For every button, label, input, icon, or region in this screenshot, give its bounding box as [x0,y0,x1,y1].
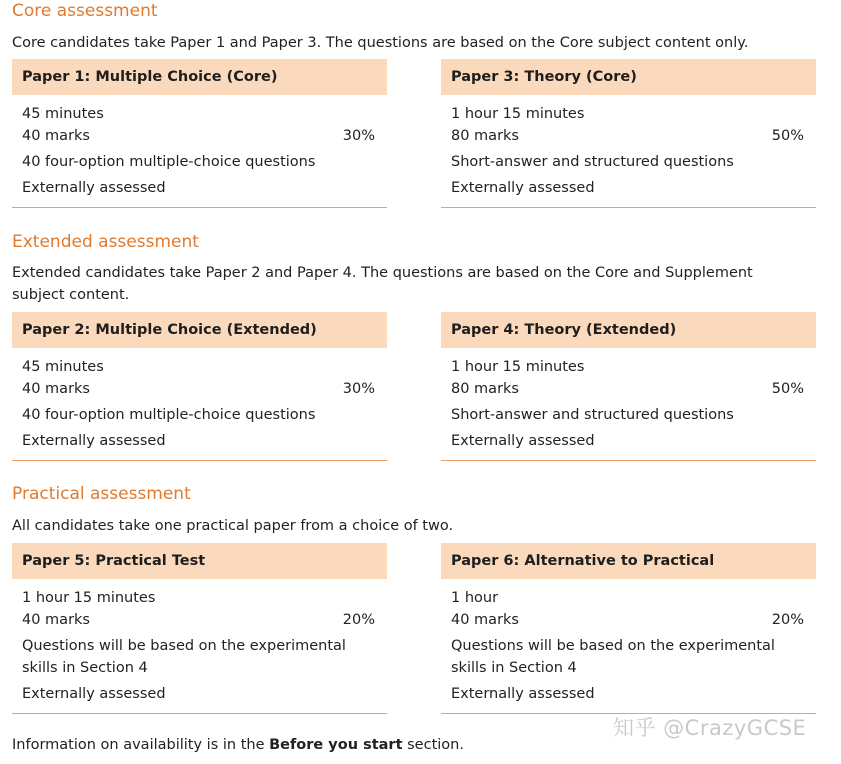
paper-marks: 40 marks [22,612,90,628]
paper-duration: 1 hour 15 minutes [451,359,585,375]
paper-marks: 80 marks [451,128,519,144]
paper-details [12,95,387,207]
paper-card-3 [441,59,816,208]
paper-title: Paper 1: Multiple Choice (Core) [12,59,387,95]
paper-details [12,579,387,713]
section-intro-core: Core candidates take Paper 1 and Paper 3. The questions are based on the Core subject content only. [12,35,749,51]
paper-card-5 [12,543,387,714]
paper-duration: 45 minutes [22,359,104,375]
before-you-start-reference: Before you start [269,737,403,753]
paper-card-4 [441,312,816,461]
paper-format: Short-answer and structured questions [451,154,734,170]
paper-marks: 40 marks [451,612,519,628]
section-intro-practical: All candidates take one practical paper from a choice of two. [12,518,454,534]
paper-title: Paper 6: Alternative to Practical [441,543,816,579]
paper-card-6 [441,543,816,714]
paper-weight: 20% [342,612,375,628]
paper-format: 40 four-option multiple-choice questions [22,407,316,423]
paper-assessment: Externally assessed [22,180,166,196]
paper-duration: 1 hour 15 minutes [22,590,156,606]
paper-details [441,348,816,460]
paper-card-2 [12,312,387,461]
paper-details [12,348,387,460]
paper-duration: 1 hour [451,590,499,606]
section-intro-extended: Extended candidates take Paper 2 and Paper 4. The questions are based on the Core and Supplement subject content. [12,265,753,303]
paper-marks: 40 marks [22,381,90,397]
paper-weight: 30% [342,128,375,144]
paper-title: Paper 4: Theory (Extended) [441,312,816,348]
paper-format: Questions will be based on the experimental skills in Section 4 [451,638,775,676]
paper-format: Questions will be based on the experimental skills in Section 4 [22,638,346,676]
paper-assessment: Externally assessed [22,686,166,702]
paper-weight: 30% [342,381,375,397]
paper-assessment: Externally assessed [22,433,166,449]
section-heading-extended: Extended assessment [12,232,199,252]
paper-details [441,579,816,713]
paper-weight: 50% [771,381,804,397]
paper-duration: 1 hour 15 minutes [451,106,585,122]
paper-weight: 20% [771,612,804,628]
paper-assessment: Externally assessed [451,686,595,702]
availability-note [12,734,464,756]
watermark: 知乎 @CrazyGCSE [613,716,807,740]
availability-note-start: Information on availability is in the [12,737,270,753]
paper-format: Short-answer and structured questions [451,407,734,423]
paper-assessment: Externally assessed [451,180,595,196]
paper-title: Paper 5: Practical Test [12,543,387,579]
paper-weight: 50% [771,128,804,144]
paper-marks: 40 marks [22,128,90,144]
paper-details [441,95,816,207]
paper-title: Paper 3: Theory (Core) [441,59,816,95]
section-heading-core: Core assessment [12,1,158,21]
paper-marks: 80 marks [451,381,519,397]
paper-assessment: Externally assessed [451,433,595,449]
paper-card-1 [12,59,387,208]
paper-duration: 45 minutes [22,106,104,122]
paper-format: 40 four-option multiple-choice questions [22,154,316,170]
section-heading-practical: Practical assessment [12,484,191,504]
availability-note-end: section. [402,737,464,753]
paper-title: Paper 2: Multiple Choice (Extended) [12,312,387,348]
